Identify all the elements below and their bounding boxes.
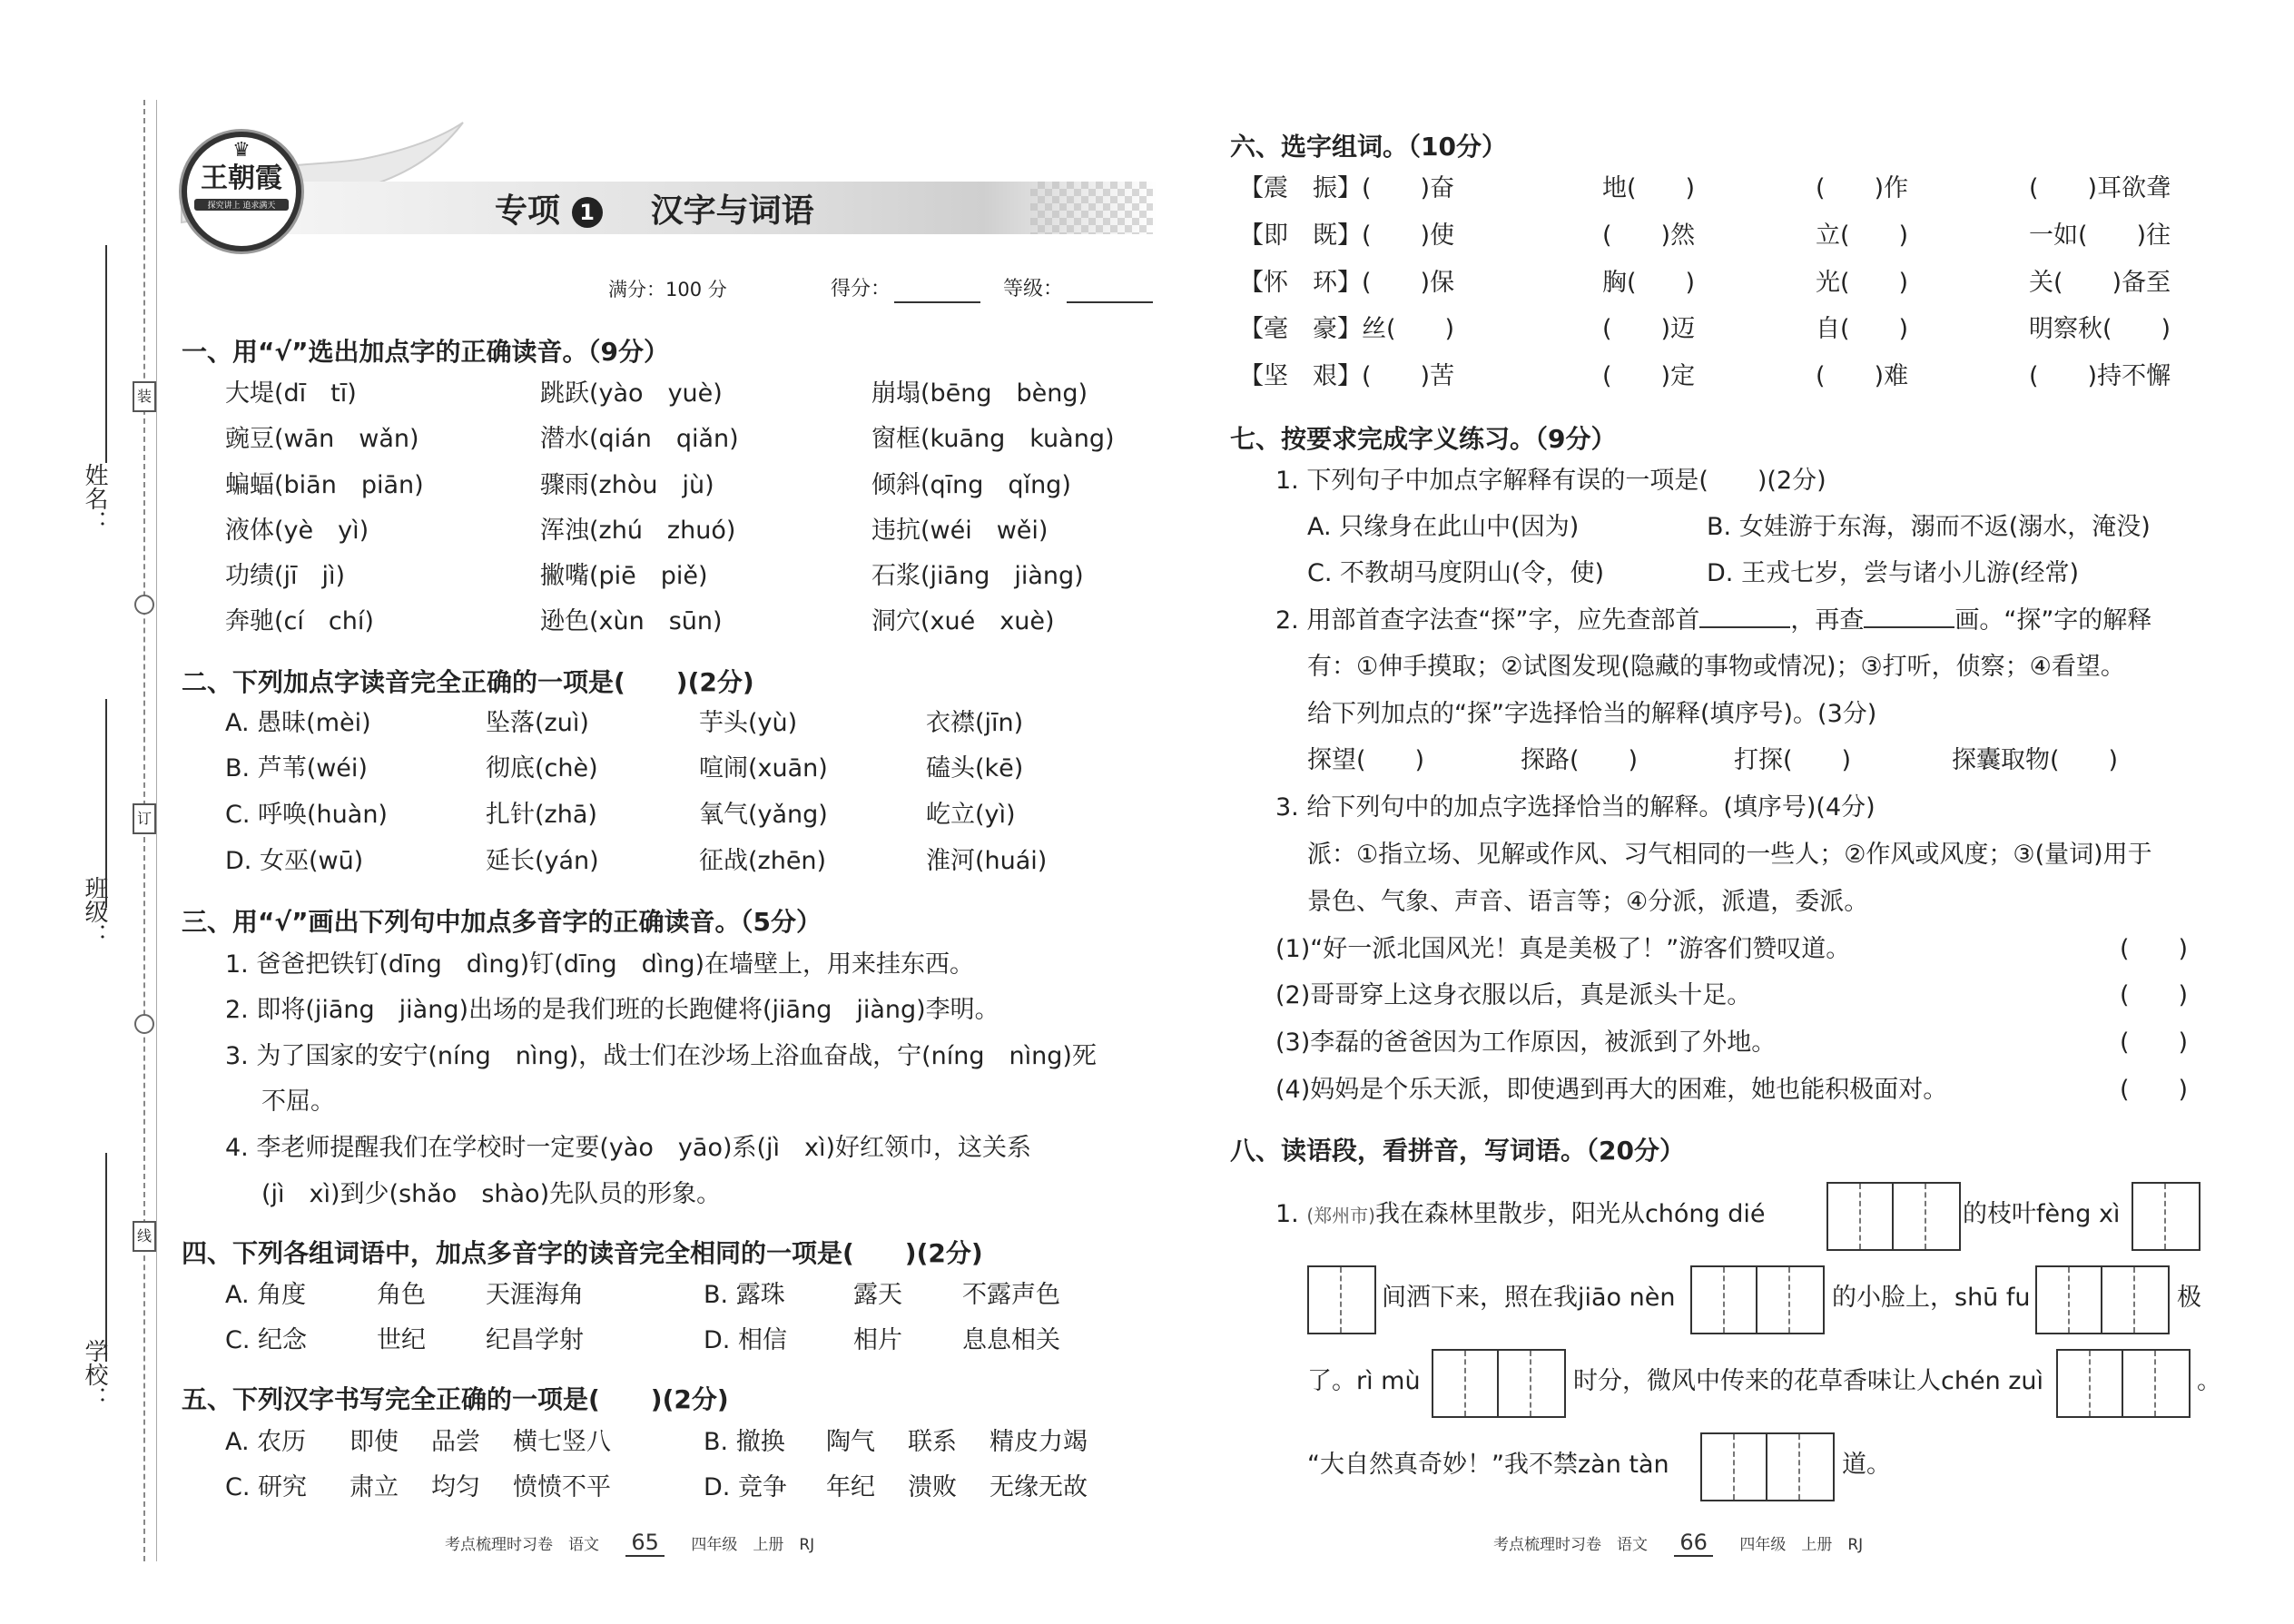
footer-book: 考点梳理时习卷 语文 bbox=[1493, 1536, 1648, 1554]
passage-text: 的小脸上，shū fu bbox=[1832, 1284, 2031, 1312]
page-footer-left bbox=[445, 1530, 814, 1555]
pinyin-choice[interactable]: 豌豆(wān wǎn) bbox=[225, 425, 419, 453]
radical-blank[interactable] bbox=[1699, 606, 1790, 628]
word-blank[interactable]: ( )难 bbox=[1816, 362, 1909, 390]
footer-book: 考点梳理时习卷 语文 bbox=[445, 1536, 599, 1554]
word-blank[interactable]: ( )定 bbox=[1602, 362, 1696, 390]
binding-mark-ding: 订 bbox=[133, 803, 156, 834]
word-blank[interactable]: 探囊取物( ) bbox=[1952, 746, 2119, 774]
full-score: 满分：100 分 bbox=[608, 279, 727, 300]
option-word: 淮河(huái) bbox=[926, 847, 1048, 875]
title-text: 汉字与词语 bbox=[650, 192, 814, 230]
sentence-item: (1)“好一派北国风光！真是美极了！”游客们赞叹道。 bbox=[1275, 935, 1851, 963]
passage-text: 道。 bbox=[1842, 1451, 1891, 1479]
option-item[interactable]: A. 愚昧(mèi) bbox=[225, 709, 371, 737]
q2-text-a: 2. 用部首查字法查“探”字，应先查部首 bbox=[1275, 606, 1700, 635]
passage-text: 。 bbox=[2197, 1367, 2221, 1395]
option-item[interactable]: C. 不教胡马度阴山(令，使) bbox=[1307, 559, 1605, 587]
option-item[interactable]: A. 农历 bbox=[225, 1428, 307, 1456]
word-blank[interactable]: ( )耳欲聋 bbox=[2029, 174, 2171, 202]
q2-text-c: 画。“探”字的解释 bbox=[1954, 606, 2152, 635]
grade-label: 等级： bbox=[1003, 278, 1064, 300]
pinyin-choice[interactable]: 逊色(xùn sūn) bbox=[540, 607, 723, 635]
writing-grid[interactable] bbox=[1690, 1265, 1825, 1334]
question-line[interactable]: (jì xì)到少(shǎo shào)先队员的形象。 bbox=[261, 1180, 722, 1208]
pinyin-choice[interactable]: 违抗(wéi wěi) bbox=[871, 517, 1049, 545]
pinyin-choice[interactable]: 窗框(kuāng kuàng) bbox=[871, 425, 1115, 453]
school-label: 学校： bbox=[81, 1339, 108, 1410]
logo-text: 王朝霞 bbox=[201, 162, 282, 194]
option-item[interactable]: D. 相信 bbox=[704, 1326, 787, 1354]
word-blank[interactable]: 一如( )往 bbox=[2029, 221, 2171, 250]
passage-text: 的枝叶fèng xì bbox=[1963, 1200, 2121, 1228]
score-field[interactable] bbox=[894, 301, 980, 303]
option-item[interactable]: B. 女娃游于东海，溺而不返(溺水，淹没) bbox=[1707, 513, 2151, 541]
school-field[interactable] bbox=[105, 1153, 107, 1362]
option-word: 世纪 bbox=[377, 1326, 426, 1354]
page-number: 65 bbox=[625, 1530, 665, 1557]
title-number-badge: 1 bbox=[572, 197, 603, 228]
section-4-title: 四、下列各组词语中，加点多音字的读音完全相同的一项是( )(2分) bbox=[182, 1238, 983, 1268]
binding-mark-xian: 线 bbox=[133, 1221, 156, 1252]
question-line: 给下列加点的“探”字选择恰当的解释(填序号)。(3分) bbox=[1307, 700, 1877, 728]
section-6-title: 六、选字组词。（10分） bbox=[1230, 132, 1507, 162]
word-blank[interactable]: 【坚 艰】( )苦 bbox=[1239, 362, 1455, 390]
pinyin-choice[interactable]: 浑浊(zhú zhuó) bbox=[540, 517, 736, 545]
question-line[interactable]: 4. 李老师提醒我们在学校时一定要(yào yāo)系(jì xì)好红领巾，这关系 bbox=[225, 1134, 1032, 1162]
passage-text: 了。rì mù bbox=[1307, 1367, 1421, 1395]
option-word: 征战(zhēn) bbox=[699, 847, 827, 875]
passage-text: “大自然真奇妙！”我不禁zàn tàn bbox=[1307, 1451, 1669, 1479]
option-word: 彻底(chè) bbox=[486, 754, 598, 782]
score-label: 得分： bbox=[831, 278, 891, 300]
passage-text: 我在森林里散步，阳光从chóng dié bbox=[1374, 1200, 1766, 1228]
binding-hole-icon bbox=[134, 595, 154, 615]
section-7-title: 七、按要求完成字义练习。（9分） bbox=[1230, 424, 1617, 454]
word-blank[interactable]: 光( ) bbox=[1816, 269, 1909, 297]
option-item[interactable]: A. 角度 bbox=[225, 1281, 307, 1309]
option-word: 纪昌学射 bbox=[486, 1326, 584, 1354]
writing-grid[interactable] bbox=[1826, 1182, 1961, 1251]
page-title bbox=[495, 185, 814, 231]
section-2-title: 二、下列加点字读音完全正确的一项是( )(2分) bbox=[182, 667, 754, 697]
pinyin-choice[interactable]: 撇嘴(piē piě) bbox=[540, 562, 708, 590]
writing-grid[interactable] bbox=[2035, 1265, 2170, 1334]
title-prefix: 专项 bbox=[495, 192, 561, 230]
grade-field[interactable] bbox=[1067, 301, 1153, 303]
question-line[interactable]: 1. 爸爸把铁钉(dīng dìng)钉(dīng dìng)在墙壁上，用来挂东西。 bbox=[225, 950, 975, 979]
section-5-title: 五、下列汉字书写完全正确的一项是( )(2分) bbox=[182, 1384, 729, 1414]
option-word: 露天 bbox=[853, 1281, 902, 1309]
passage-text: 时分，微风中传来的花草香味让人chén zuì bbox=[1573, 1367, 2044, 1395]
option-word: 均匀 bbox=[431, 1473, 480, 1501]
page-footer-right bbox=[1493, 1530, 1863, 1555]
writing-grid[interactable] bbox=[1307, 1265, 1376, 1334]
word-blank[interactable]: ( )持不懈 bbox=[2029, 362, 2171, 390]
question-line[interactable]: 1. 下列句子中加点字解释有误的一项是( )(2分) bbox=[1275, 467, 1826, 495]
option-word: 肃立 bbox=[350, 1473, 399, 1501]
question-line: 有：①伸手摸取；②试图发现(隐藏的事物或情况)；③打听，侦察；④看望。 bbox=[1307, 653, 2125, 681]
option-word: 磕头(kē) bbox=[926, 754, 1024, 782]
item-number: 1. bbox=[1275, 1200, 1307, 1228]
word-blank[interactable]: 探路( ) bbox=[1521, 746, 1639, 774]
option-word: 息息相关 bbox=[962, 1326, 1060, 1354]
q2-text-b: ，再查 bbox=[1790, 606, 1865, 635]
option-word: 联系 bbox=[908, 1428, 957, 1456]
word-blank[interactable]: ( )迈 bbox=[1602, 315, 1696, 343]
question-line: 不屈。 bbox=[261, 1088, 335, 1116]
option-word: 横七竖八 bbox=[513, 1428, 611, 1456]
section-8-title: 八、读语段，看拼音，写词语。（20分） bbox=[1230, 1136, 1685, 1166]
option-word: 扎针(zhā) bbox=[486, 801, 597, 829]
name-label: 姓名： bbox=[81, 463, 108, 534]
option-item[interactable]: D. 女巫(wū) bbox=[225, 847, 364, 875]
pinyin-choice[interactable]: 骤雨(zhòu jù) bbox=[540, 471, 714, 499]
passage-text: 间洒下来，照在我jiāo nèn bbox=[1382, 1284, 1676, 1312]
option-item[interactable]: B. 撤换 bbox=[704, 1428, 785, 1456]
header-checker bbox=[1030, 182, 1153, 234]
word-blank[interactable]: 【怀 环】( )保 bbox=[1239, 269, 1455, 297]
pinyin-choice[interactable]: 洞穴(xué xuè) bbox=[871, 607, 1055, 635]
option-word: 年纪 bbox=[826, 1473, 875, 1501]
option-word: 坠落(zuì) bbox=[486, 709, 589, 737]
option-item[interactable]: C. 呼唤(huàn) bbox=[225, 801, 388, 829]
pinyin-choice[interactable]: 倾斜(qīng qǐng) bbox=[871, 471, 1071, 499]
logo-crown-icon: ♛ bbox=[232, 139, 251, 162]
word-blank[interactable]: 探望( ) bbox=[1307, 746, 1425, 774]
option-item[interactable]: A. 只缘身在此山中(因为) bbox=[1307, 513, 1580, 541]
option-word: 芋头(yù) bbox=[699, 709, 798, 737]
page-number: 66 bbox=[1674, 1530, 1713, 1557]
option-word: 角色 bbox=[377, 1281, 426, 1309]
binding-solid-line bbox=[156, 100, 157, 1561]
logo-subtitle: 探究讲上 追求满天 bbox=[194, 199, 289, 211]
pinyin-choice[interactable]: 奔驰(cí chí) bbox=[225, 607, 374, 635]
passage-line bbox=[1275, 1200, 1766, 1230]
pinyin-choice[interactable]: 液体(yè yì) bbox=[225, 517, 369, 545]
option-word: 氧气(yǎng) bbox=[699, 801, 828, 829]
option-item[interactable]: C. 纪念 bbox=[225, 1326, 308, 1354]
binding-mark-zhuang: 装 bbox=[133, 381, 156, 412]
option-word: 衣襟(jīn) bbox=[926, 709, 1024, 737]
name-field[interactable] bbox=[105, 245, 107, 463]
word-blank[interactable]: 自( ) bbox=[1816, 315, 1909, 343]
brand-logo bbox=[182, 132, 301, 251]
option-word: 天涯海角 bbox=[486, 1281, 584, 1309]
writing-grid[interactable] bbox=[1700, 1432, 1835, 1501]
answer-paren[interactable]: ( ) bbox=[2120, 935, 2189, 963]
class-field[interactable] bbox=[105, 699, 107, 908]
option-item[interactable]: B. 芦苇(wéi) bbox=[225, 754, 368, 782]
word-blank[interactable]: 【毫 豪】丝( ) bbox=[1239, 315, 1455, 343]
answer-paren[interactable]: ( ) bbox=[2120, 1076, 2189, 1104]
sentence-item: (4)妈妈是个乐天派，即使遇到再大的困难，她也能积极面对。 bbox=[1275, 1076, 1948, 1104]
writing-grid[interactable] bbox=[2132, 1182, 2200, 1251]
option-word: 即使 bbox=[350, 1428, 399, 1456]
word-blank[interactable]: ( )然 bbox=[1602, 221, 1696, 250]
sentence-item: (2)哥哥穿上这身衣服以后，真是派头十足。 bbox=[1275, 981, 1752, 1009]
option-item[interactable]: D. 王戎七岁，尝与诸小儿游(经常) bbox=[1707, 559, 2080, 587]
word-blank[interactable]: ( )作 bbox=[1816, 174, 1909, 202]
option-word: 无缘无故 bbox=[989, 1473, 1088, 1501]
writing-grid[interactable] bbox=[2056, 1349, 2191, 1418]
passage-text: 极 bbox=[2177, 1284, 2201, 1312]
option-word: 喧闹(xuān) bbox=[699, 754, 828, 782]
pinyin-choice[interactable]: 功绩(jī jì) bbox=[225, 562, 346, 590]
pinyin-choice[interactable]: 蝙蝠(biān piān) bbox=[225, 471, 424, 499]
class-label: 班级： bbox=[81, 876, 108, 947]
question-line[interactable]: 2. 即将(jiāng jiàng)出场的是我们班的长跑健将(jiāng jiàng)李明。 bbox=[225, 996, 999, 1024]
word-blank[interactable]: 地( ) bbox=[1602, 174, 1696, 202]
pinyin-choice[interactable]: 大堤(dī tī) bbox=[225, 379, 357, 408]
option-word: 不露声色 bbox=[962, 1281, 1060, 1309]
option-word: 陶气 bbox=[826, 1428, 875, 1456]
footer-grade: 四年级 上册 RJ bbox=[691, 1536, 815, 1554]
option-word: 延长(yán) bbox=[486, 847, 599, 875]
writing-grid[interactable] bbox=[1432, 1349, 1566, 1418]
option-item[interactable]: B. 露珠 bbox=[704, 1281, 785, 1309]
word-blank[interactable]: 【即 既】( )使 bbox=[1239, 221, 1455, 250]
question-line: 3. 给下列句中的加点字选择恰当的解释。(填序号)(4分) bbox=[1275, 793, 1876, 822]
answer-paren[interactable]: ( ) bbox=[2120, 1029, 2189, 1057]
option-word: 屹立(yì) bbox=[926, 801, 1016, 829]
binding-hole-icon bbox=[134, 1014, 154, 1034]
pinyin-choice[interactable]: 崩塌(bēng bèng) bbox=[871, 379, 1088, 408]
section-1-title: 一、用“√”选出加点字的正确读音。（9分） bbox=[182, 337, 669, 367]
stroke-blank[interactable] bbox=[1864, 606, 1954, 628]
word-blank[interactable]: 关( )备至 bbox=[2029, 269, 2171, 297]
pinyin-choice[interactable]: 石浆(jiāng jiàng) bbox=[871, 562, 1084, 590]
answer-paren[interactable]: ( ) bbox=[2120, 981, 2189, 1009]
option-word: 溃败 bbox=[908, 1473, 957, 1501]
word-blank[interactable]: 明察秋( ) bbox=[2029, 315, 2171, 343]
option-word: 愤愤不平 bbox=[513, 1473, 611, 1501]
option-item[interactable]: C. 研究 bbox=[225, 1473, 308, 1501]
option-item[interactable]: D. 竞争 bbox=[704, 1473, 787, 1501]
definition-line: 派：①指立场、见解或作风、习气相同的一些人；②作风或风度；③(量词)用于 bbox=[1307, 841, 2152, 869]
question-line bbox=[1275, 606, 2151, 635]
option-word: 精皮力竭 bbox=[989, 1428, 1088, 1456]
question-line[interactable]: 3. 为了国家的安宁(níng nìng)，战士们在沙场上浴血奋战，宁(níng nìng)死 bbox=[225, 1042, 1097, 1070]
word-blank[interactable]: 立( ) bbox=[1816, 221, 1909, 250]
option-word: 品尝 bbox=[431, 1428, 480, 1456]
sentence-item: (3)李磊的爸爸因为工作原因，被派到了外地。 bbox=[1275, 1029, 1777, 1057]
word-blank[interactable]: 打探( ) bbox=[1734, 746, 1852, 774]
word-blank[interactable]: 胸( ) bbox=[1602, 269, 1696, 297]
pinyin-choice[interactable]: 潜水(qián qiǎn) bbox=[540, 425, 739, 453]
footer-grade: 四年级 上册 RJ bbox=[1739, 1536, 1864, 1554]
pinyin-choice[interactable]: 跳跃(yào yuè) bbox=[540, 379, 723, 408]
definition-line: 景色、气象、声音、语言等；④分派，派遣，委派。 bbox=[1307, 888, 1869, 916]
section-3-title: 三、用“√”画出下列句中加点多音字的正确读音。（5分） bbox=[182, 907, 822, 937]
source-tag: (郑州市) bbox=[1306, 1205, 1375, 1226]
word-blank[interactable]: 【震 振】( )奋 bbox=[1239, 174, 1455, 202]
option-word: 相片 bbox=[853, 1326, 902, 1354]
